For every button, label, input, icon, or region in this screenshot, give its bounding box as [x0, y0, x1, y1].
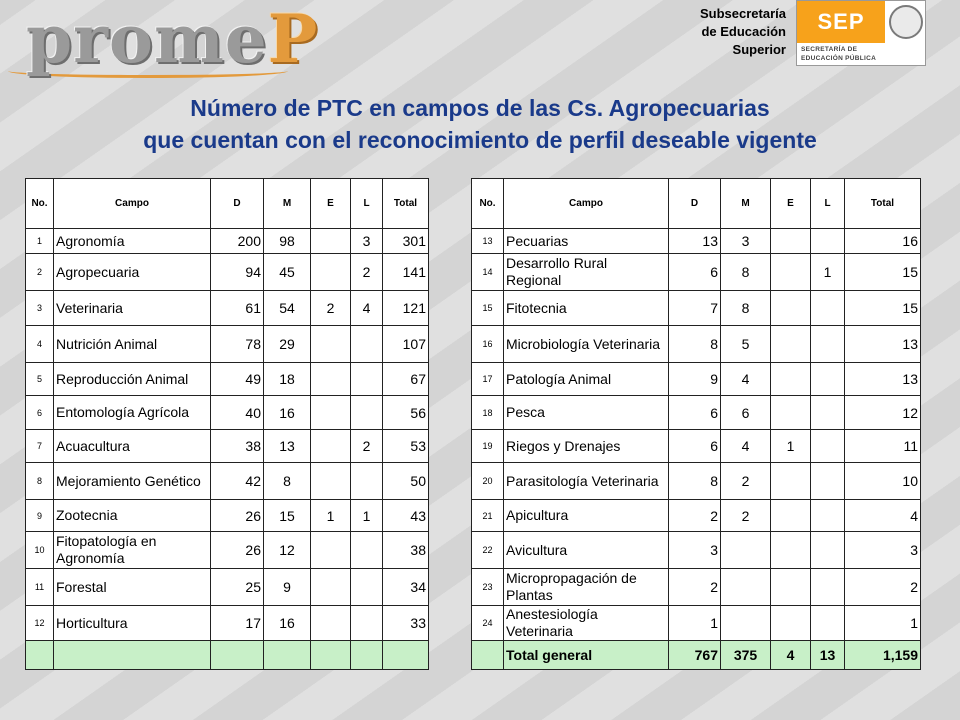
table-row [472, 326, 921, 363]
e-cell [311, 606, 351, 641]
campo-cell: Agropecuaria [54, 254, 211, 291]
d-cell: 61 [211, 291, 264, 326]
d-cell: 38 [211, 430, 264, 463]
table-row [472, 254, 921, 291]
total-cell: 4 [845, 500, 921, 532]
total-cell: 43 [383, 500, 429, 532]
campo-cell: Veterinaria [54, 291, 211, 326]
m-cell: 16 [264, 396, 311, 430]
row-number: 19 [472, 430, 504, 463]
total-e: 4 [771, 641, 811, 670]
total-cell: 56 [383, 396, 429, 430]
d-cell: 26 [211, 500, 264, 532]
row-number: 11 [26, 569, 54, 606]
table-row [472, 229, 921, 254]
d-cell: 17 [211, 606, 264, 641]
e-cell [771, 326, 811, 363]
right-header-row [472, 179, 921, 229]
e-cell [771, 363, 811, 396]
m-cell: 4 [721, 430, 771, 463]
l-cell [811, 396, 845, 430]
subsecretaria-line-2: de Educación [701, 24, 786, 39]
l-cell [351, 396, 383, 430]
row-number: 7 [26, 430, 54, 463]
table-row [26, 363, 429, 396]
m-cell: 45 [264, 254, 311, 291]
table-row [26, 606, 429, 641]
total-cell: 11 [845, 430, 921, 463]
total-cell: 121 [383, 291, 429, 326]
table-row [26, 463, 429, 500]
d-cell: 6 [669, 430, 721, 463]
row-number: 3 [26, 291, 54, 326]
d-cell: 26 [211, 532, 264, 569]
table-row [26, 532, 429, 569]
e-cell [771, 463, 811, 500]
campo-cell: Fitotecnia [504, 291, 669, 326]
m-cell [721, 532, 771, 569]
row-number: 6 [26, 396, 54, 430]
m-cell: 4 [721, 363, 771, 396]
campo-cell: Entomología Agrícola [54, 396, 211, 430]
m-cell: 5 [721, 326, 771, 363]
total-blank-cell [211, 641, 264, 670]
total-m: 375 [721, 641, 771, 670]
row-number: 22 [472, 532, 504, 569]
total-cell: 141 [383, 254, 429, 291]
row-number: 21 [472, 500, 504, 532]
d-cell: 42 [211, 463, 264, 500]
total-cell: 10 [845, 463, 921, 500]
total-label: Total general [504, 641, 669, 670]
total-blank-cell [26, 641, 54, 670]
m-cell: 9 [264, 569, 311, 606]
right-header-cell: L [811, 179, 845, 229]
l-cell [811, 326, 845, 363]
row-number: 5 [26, 363, 54, 396]
left-header-cell: Total [383, 179, 429, 229]
e-cell [311, 430, 351, 463]
m-cell: 2 [721, 500, 771, 532]
total-blank-cell [472, 641, 504, 670]
d-cell: 6 [669, 396, 721, 430]
d-cell: 40 [211, 396, 264, 430]
table-row [472, 396, 921, 430]
total-blank-cell [311, 641, 351, 670]
l-cell [811, 229, 845, 254]
row-number: 2 [26, 254, 54, 291]
right-header-cell: Total [845, 179, 921, 229]
d-cell: 49 [211, 363, 264, 396]
l-cell: 1 [811, 254, 845, 291]
table-row [472, 569, 921, 606]
campo-cell: Microbiología Veterinaria [504, 326, 669, 363]
table-row [26, 254, 429, 291]
m-cell: 2 [721, 463, 771, 500]
row-number: 18 [472, 396, 504, 430]
promep-logo: promeP [26, 0, 319, 78]
total-cell: 12 [845, 396, 921, 430]
total-cell: 34 [383, 569, 429, 606]
total-sum: 1,159 [845, 641, 921, 670]
d-cell: 78 [211, 326, 264, 363]
row-number: 12 [26, 606, 54, 641]
d-cell: 94 [211, 254, 264, 291]
table-row [26, 500, 429, 532]
m-cell: 8 [721, 291, 771, 326]
campo-cell: Nutrición Animal [54, 326, 211, 363]
e-cell [311, 254, 351, 291]
table-row [472, 430, 921, 463]
l-cell [351, 326, 383, 363]
campo-cell: Parasitología Veterinaria [504, 463, 669, 500]
l-cell [811, 606, 845, 641]
l-cell [351, 532, 383, 569]
table-row [26, 396, 429, 430]
row-number: 16 [472, 326, 504, 363]
title-line-1: Número de PTC en campos de las Cs. Agropecuarias [190, 95, 770, 121]
campo-cell: Horticultura [54, 606, 211, 641]
m-cell: 13 [264, 430, 311, 463]
total-cell: 301 [383, 229, 429, 254]
row-number: 8 [26, 463, 54, 500]
l-cell [811, 430, 845, 463]
total-blank-cell [264, 641, 311, 670]
m-cell [721, 606, 771, 641]
l-cell: 4 [351, 291, 383, 326]
total-cell: 15 [845, 291, 921, 326]
l-cell [811, 463, 845, 500]
row-number: 9 [26, 500, 54, 532]
m-cell: 12 [264, 532, 311, 569]
l-cell [811, 532, 845, 569]
table-row [26, 569, 429, 606]
e-cell [311, 532, 351, 569]
campo-cell: Apicultura [504, 500, 669, 532]
total-cell: 15 [845, 254, 921, 291]
table-row [472, 532, 921, 569]
left-header-cell: D [211, 179, 264, 229]
m-cell: 8 [721, 254, 771, 291]
campo-cell: Zootecnia [54, 500, 211, 532]
total-blank-cell [383, 641, 429, 670]
right-header-cell: E [771, 179, 811, 229]
right-header-cell: M [721, 179, 771, 229]
campo-cell: Anestesiología Veterinaria [504, 606, 669, 641]
e-cell [771, 229, 811, 254]
m-cell: 16 [264, 606, 311, 641]
e-cell [771, 532, 811, 569]
campo-cell: Patología Animal [504, 363, 669, 396]
l-cell [811, 291, 845, 326]
subsecretaria-line-3: Superior [732, 42, 786, 57]
e-cell [771, 291, 811, 326]
e-cell [771, 500, 811, 532]
m-cell: 6 [721, 396, 771, 430]
total-cell: 33 [383, 606, 429, 641]
campo-cell: Avicultura [504, 532, 669, 569]
m-cell: 29 [264, 326, 311, 363]
d-cell: 6 [669, 254, 721, 291]
row-number: 14 [472, 254, 504, 291]
table-row [472, 606, 921, 641]
total-cell: 13 [845, 326, 921, 363]
campo-cell: Pesca [504, 396, 669, 430]
left-total-row [26, 641, 429, 670]
e-cell [311, 396, 351, 430]
row-number: 1 [26, 229, 54, 254]
m-cell: 18 [264, 363, 311, 396]
table-row [26, 326, 429, 363]
l-cell [351, 363, 383, 396]
campo-cell: Agronomía [54, 229, 211, 254]
campo-cell: Riegos y Drenajes [504, 430, 669, 463]
m-cell: 3 [721, 229, 771, 254]
d-cell: 25 [211, 569, 264, 606]
total-cell: 107 [383, 326, 429, 363]
m-cell: 15 [264, 500, 311, 532]
table-row [472, 363, 921, 396]
e-cell: 1 [771, 430, 811, 463]
d-cell: 8 [669, 326, 721, 363]
table-row [26, 291, 429, 326]
d-cell: 3 [669, 532, 721, 569]
l-cell [351, 463, 383, 500]
sep-subtitle: SECRETARÍA DE EDUCACIÓN PÚBLICA [801, 46, 877, 62]
m-cell: 54 [264, 291, 311, 326]
e-cell [311, 463, 351, 500]
total-blank-cell [351, 641, 383, 670]
m-cell [721, 569, 771, 606]
l-cell [811, 363, 845, 396]
total-cell: 3 [845, 532, 921, 569]
row-number: 10 [26, 532, 54, 569]
campo-cell: Micropropagación de Plantas [504, 569, 669, 606]
row-number: 20 [472, 463, 504, 500]
d-cell: 13 [669, 229, 721, 254]
d-cell: 2 [669, 569, 721, 606]
total-d: 767 [669, 641, 721, 670]
campo-cell: Pecuarias [504, 229, 669, 254]
left-header-cell: Campo [54, 179, 211, 229]
sep-wordmark: SEP [797, 1, 885, 43]
d-cell: 1 [669, 606, 721, 641]
l-cell: 3 [351, 229, 383, 254]
right-header-cell: D [669, 179, 721, 229]
l-cell [811, 500, 845, 532]
row-number: 4 [26, 326, 54, 363]
e-cell [311, 229, 351, 254]
d-cell: 8 [669, 463, 721, 500]
row-number: 13 [472, 229, 504, 254]
m-cell: 8 [264, 463, 311, 500]
e-cell: 2 [311, 291, 351, 326]
e-cell [771, 606, 811, 641]
subsecretaria-label [640, 5, 786, 59]
e-cell [771, 254, 811, 291]
e-cell [311, 569, 351, 606]
table-row [472, 463, 921, 500]
d-cell: 2 [669, 500, 721, 532]
m-cell: 98 [264, 229, 311, 254]
total-cell: 50 [383, 463, 429, 500]
mexico-seal-icon [889, 5, 923, 39]
table-row [472, 500, 921, 532]
campo-cell: Fitopatología en Agronomía [54, 532, 211, 569]
total-cell: 2 [845, 569, 921, 606]
page-title [0, 92, 960, 156]
e-cell: 1 [311, 500, 351, 532]
d-cell: 9 [669, 363, 721, 396]
l-cell [351, 569, 383, 606]
sep-logo [796, 0, 926, 66]
l-cell [811, 569, 845, 606]
campo-cell: Acuacultura [54, 430, 211, 463]
left-header-cell: E [311, 179, 351, 229]
e-cell [311, 326, 351, 363]
title-line-2: que cuentan con el reconocimiento de perfil deseable vigente [143, 127, 817, 153]
left-table [25, 178, 429, 670]
campo-cell: Reproducción Animal [54, 363, 211, 396]
campo-cell: Desarrollo Rural Regional [504, 254, 669, 291]
total-cell: 1 [845, 606, 921, 641]
left-header-cell: No. [26, 179, 54, 229]
right-total-row [472, 641, 921, 670]
row-number: 17 [472, 363, 504, 396]
total-blank-cell [54, 641, 211, 670]
right-header-cell: Campo [504, 179, 669, 229]
total-cell: 38 [383, 532, 429, 569]
left-header-row [26, 179, 429, 229]
l-cell: 2 [351, 254, 383, 291]
row-number: 24 [472, 606, 504, 641]
table-row [26, 430, 429, 463]
campo-cell: Mejoramiento Genético [54, 463, 211, 500]
e-cell [311, 363, 351, 396]
total-cell: 53 [383, 430, 429, 463]
total-l: 13 [811, 641, 845, 670]
l-cell: 1 [351, 500, 383, 532]
l-cell: 2 [351, 430, 383, 463]
row-number: 23 [472, 569, 504, 606]
left-header-cell: L [351, 179, 383, 229]
total-cell: 13 [845, 363, 921, 396]
right-header-cell: No. [472, 179, 504, 229]
d-cell: 7 [669, 291, 721, 326]
e-cell [771, 396, 811, 430]
total-cell: 67 [383, 363, 429, 396]
table-row [472, 291, 921, 326]
d-cell: 200 [211, 229, 264, 254]
e-cell [771, 569, 811, 606]
total-cell: 16 [845, 229, 921, 254]
row-number: 15 [472, 291, 504, 326]
left-header-cell: M [264, 179, 311, 229]
l-cell [351, 606, 383, 641]
table-row [26, 229, 429, 254]
right-table [471, 178, 921, 670]
subsecretaria-line-1: Subsecretaría [700, 6, 786, 21]
campo-cell: Forestal [54, 569, 211, 606]
